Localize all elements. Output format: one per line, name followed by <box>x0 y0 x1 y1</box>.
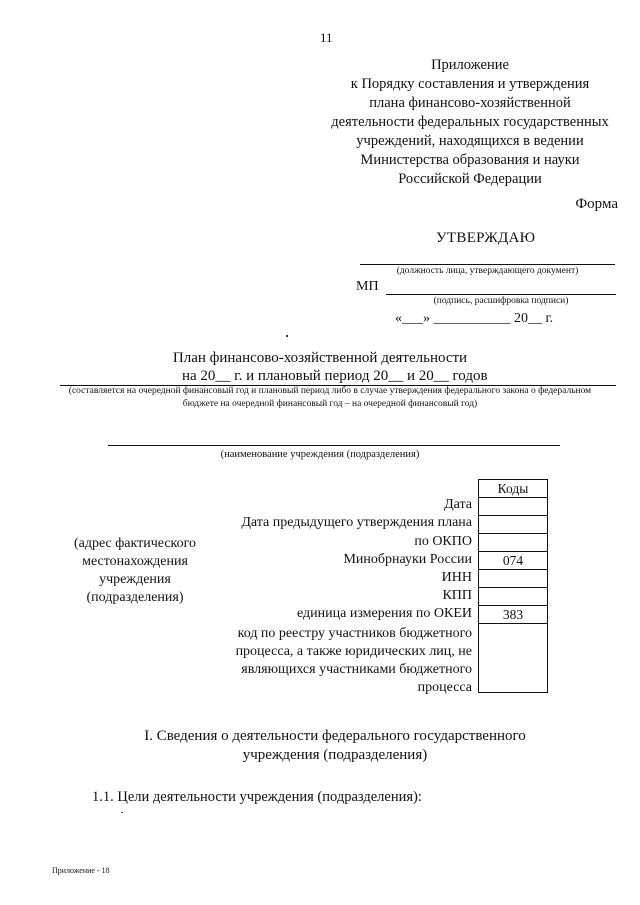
appendix-line: плана финансово-хозяйственной <box>369 95 571 111</box>
code-cell-registry <box>479 624 547 692</box>
codes-table <box>478 479 548 693</box>
section-1-title-line: учреждения (подразделения) <box>242 747 428 763</box>
appendix-header <box>300 56 640 189</box>
stray-mark <box>286 335 288 337</box>
page-footer: Приложение - 18 <box>52 866 110 875</box>
code-cell-kpp <box>479 588 547 606</box>
row-label-date: Дата <box>444 497 472 512</box>
row-label-inn: ИНН <box>441 570 472 585</box>
signature-line <box>386 294 616 295</box>
code-cell-ministry: 074 <box>479 552 547 570</box>
form-label: Форма <box>575 196 618 212</box>
approval-date: «___» ___________ 20__ г. <box>395 311 554 326</box>
code-cell-okei: 383 <box>479 606 547 624</box>
codes-header: Коды <box>479 480 547 498</box>
plan-title: План финансово-хозяйственной деятельности <box>172 350 468 366</box>
plan-note: (составляется на очередной финансовый год и плановый период либо в случае утверждения федерального закона о федеральном бюджете на очередной финансовый год – на очередной финансовый год) <box>68 386 592 409</box>
appendix-line: Российской Федерации <box>398 171 542 187</box>
stray-mark <box>121 812 123 813</box>
org-name-line <box>108 445 560 446</box>
section-1-1-heading: 1.1. Цели деятельности учреждения (подразделения): <box>92 789 422 805</box>
appendix-line: деятельности федеральных государственных <box>331 114 609 130</box>
page-number: 11 <box>320 30 333 45</box>
appendix-line: к Порядку составления и утверждения <box>350 76 590 92</box>
row-label-ministry: Минобрнауки России <box>343 552 472 567</box>
code-cell-okpo <box>479 534 547 552</box>
row-label-okei: единица измерения по ОКЕИ <box>297 606 472 621</box>
address-block: (адрес фактического местонахождения учреждения (подразделения) <box>73 536 197 605</box>
appendix-line: Приложение <box>431 57 509 73</box>
code-cell-prev-approval <box>479 516 547 534</box>
appendix-line: Министерства образования и науки <box>360 152 580 168</box>
position-line <box>360 264 615 265</box>
code-cell-inn <box>479 570 547 588</box>
section-1-title <box>0 727 640 765</box>
row-label-okpo: по ОКПО <box>414 534 472 549</box>
plan-period: на 20__ г. и плановый период 20__ и 20__ годов <box>182 368 488 384</box>
appendix-line: учреждений, находящихся в ведении <box>356 133 584 149</box>
stamp-label: МП <box>356 279 379 294</box>
section-1-title-line: I. Сведения о деятельности федерального государственного <box>144 728 526 744</box>
org-name-caption: (наименование учреждения (подразделения) <box>220 449 420 460</box>
row-label-kpp: КПП <box>442 588 472 603</box>
code-cell-date <box>479 498 547 516</box>
approval-title: УТВЕРЖДАЮ <box>436 230 536 246</box>
signature-caption: (подпись, расшифровка подписи) <box>433 296 569 306</box>
row-label-registry: код по реестру участников бюджетного процесса, а также юридических лиц, не являющихся участниками бюджетного процесса <box>235 626 472 695</box>
position-caption: (должность лица, утверждающего документ) <box>396 266 579 276</box>
row-label-prev-approval: Дата предыдущего утверждения плана <box>241 515 472 530</box>
